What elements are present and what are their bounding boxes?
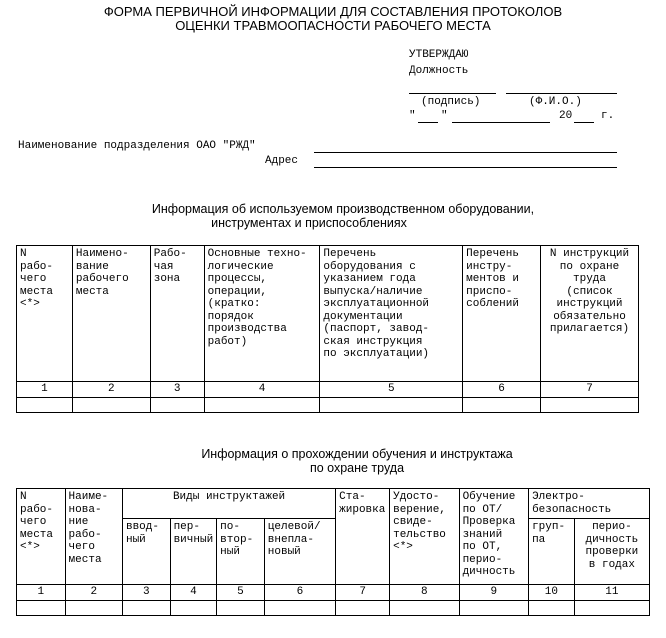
tr-empty-cell (459, 601, 528, 616)
eq-header-equipment: Перечень оборудования с указанием года выпуска/наличие эксплуатационной документации (паспорт, завод- ская инструкция по эксплуатации) (320, 246, 463, 382)
position-label: Должность (409, 65, 469, 77)
eq-num-1: 1 (17, 382, 73, 398)
tr-header-name: Наиме- нова- ние рабо- чего места (65, 489, 122, 585)
eq-header-name: Наимено- вание рабочего места (72, 246, 150, 382)
department-label: Наименование подразделения ОАО "РЖД" (18, 140, 256, 152)
approve-label: УТВЕРЖДАЮ (409, 49, 469, 61)
tr-num-2: 2 (65, 585, 122, 601)
tr-header-group: груп- па (529, 519, 575, 585)
training-number-row (17, 585, 650, 601)
eq-header-instructions: N инструкций по охране труда (список инструкций обязательно прилагается) (541, 246, 639, 382)
signature-caption: (подпись) (421, 96, 481, 108)
eq-num-2: 2 (72, 382, 150, 398)
equipment-number-row (17, 382, 639, 398)
tr-num-10: 10 (529, 585, 575, 601)
tr-num-3: 3 (122, 585, 170, 601)
fio-line (506, 93, 617, 94)
date-year-prefix: 20 (559, 110, 573, 122)
eq-num-7: 7 (541, 382, 639, 398)
tr-num-5: 5 (217, 585, 265, 601)
eq-num-3: 3 (150, 382, 204, 398)
tr-header-electro: Электро- безопасность (529, 489, 650, 519)
date-quote-close: " (441, 110, 448, 122)
tr-empty-cell (390, 601, 459, 616)
tr-num-9: 9 (459, 585, 528, 601)
training-heading-line1: Информация о прохождении обучения и инструктажа (201, 447, 513, 461)
tr-header-internship: Ста- жировка (336, 489, 390, 585)
date-year-suffix: г. (601, 110, 615, 122)
tr-num-7: 7 (336, 585, 390, 601)
equipment-empty-row (17, 398, 639, 413)
tr-header-training: Обучение по ОТ/ Проверка знаний по ОТ, перио- дичность (459, 489, 528, 585)
eq-num-4: 4 (204, 382, 320, 398)
eq-empty-cell (204, 398, 320, 413)
training-header-row1 (17, 489, 650, 519)
eq-num-6: 6 (463, 382, 541, 398)
eq-empty-cell (17, 398, 73, 413)
department-line (314, 152, 617, 153)
tr-empty-cell (264, 601, 335, 616)
eq-empty-cell (72, 398, 150, 413)
tr-empty-cell (336, 601, 390, 616)
date-month-line (452, 122, 550, 123)
eq-empty-cell (541, 398, 639, 413)
training-table (16, 488, 650, 616)
date-day-line (418, 122, 438, 123)
tr-num-8: 8 (390, 585, 459, 601)
tr-header-types: Виды инструктажей (122, 489, 335, 519)
tr-empty-cell (170, 601, 217, 616)
signature-line (409, 93, 496, 94)
tr-header-intro: ввод- ный (122, 519, 170, 585)
date-year-line (574, 122, 594, 123)
tr-num-6: 6 (264, 585, 335, 601)
form-title-line1: ФОРМА ПЕРВИЧНОЙ ИНФОРМАЦИИ ДЛЯ СОСТАВЛЕНИЯ ПРОТОКОЛОВ (103, 4, 563, 19)
tr-num-4: 4 (170, 585, 217, 601)
eq-num-5: 5 (320, 382, 463, 398)
address-label: Адрес (265, 155, 299, 167)
training-heading-line2: по охране труда (309, 461, 405, 475)
tr-header-targeted: целевой/ внепла- новый (264, 519, 335, 585)
tr-header-period: перио- дичность проверки в годах (574, 519, 649, 585)
eq-header-zone: Рабо- чая зона (150, 246, 204, 382)
tr-empty-cell (17, 601, 66, 616)
equipment-heading-line2: инструментах и приспособлениях (211, 216, 407, 230)
eq-header-processes: Основные техно- логические процессы, операции, (кратко: порядок производства работ) (204, 246, 320, 382)
tr-empty-cell (65, 601, 122, 616)
tr-header-repeat: по- втор- ный (217, 519, 265, 585)
tr-empty-cell (529, 601, 575, 616)
address-line (314, 167, 617, 168)
tr-header-certificate: Удосто- верение, свиде- тельство <*> (390, 489, 459, 585)
eq-header-n: N рабо- чего места <*> (17, 246, 73, 382)
training-empty-row (17, 601, 650, 616)
form-title-line2: ОЦЕНКИ ТРАВМООПАСНОСТИ РАБОЧЕГО МЕСТА (175, 18, 491, 33)
tr-num-1: 1 (17, 585, 66, 601)
fio-caption: (Ф.И.О.) (529, 96, 582, 108)
eq-empty-cell (320, 398, 463, 413)
tr-header-n: N рабо- чего места <*> (17, 489, 66, 585)
equipment-table (16, 245, 639, 413)
date-quote-open: " (409, 110, 416, 122)
eq-empty-cell (150, 398, 204, 413)
equipment-heading-line1: Информация об используемом производственном оборудовании, (151, 202, 535, 216)
tr-empty-cell (122, 601, 170, 616)
eq-empty-cell (463, 398, 541, 413)
equipment-header-row (17, 246, 639, 382)
tr-empty-cell (217, 601, 265, 616)
tr-empty-cell (574, 601, 649, 616)
eq-header-tools: Перечень инстру- ментов и приспо- соблений (463, 246, 541, 382)
tr-header-primary: пер- вичный (170, 519, 217, 585)
tr-num-11: 11 (574, 585, 649, 601)
